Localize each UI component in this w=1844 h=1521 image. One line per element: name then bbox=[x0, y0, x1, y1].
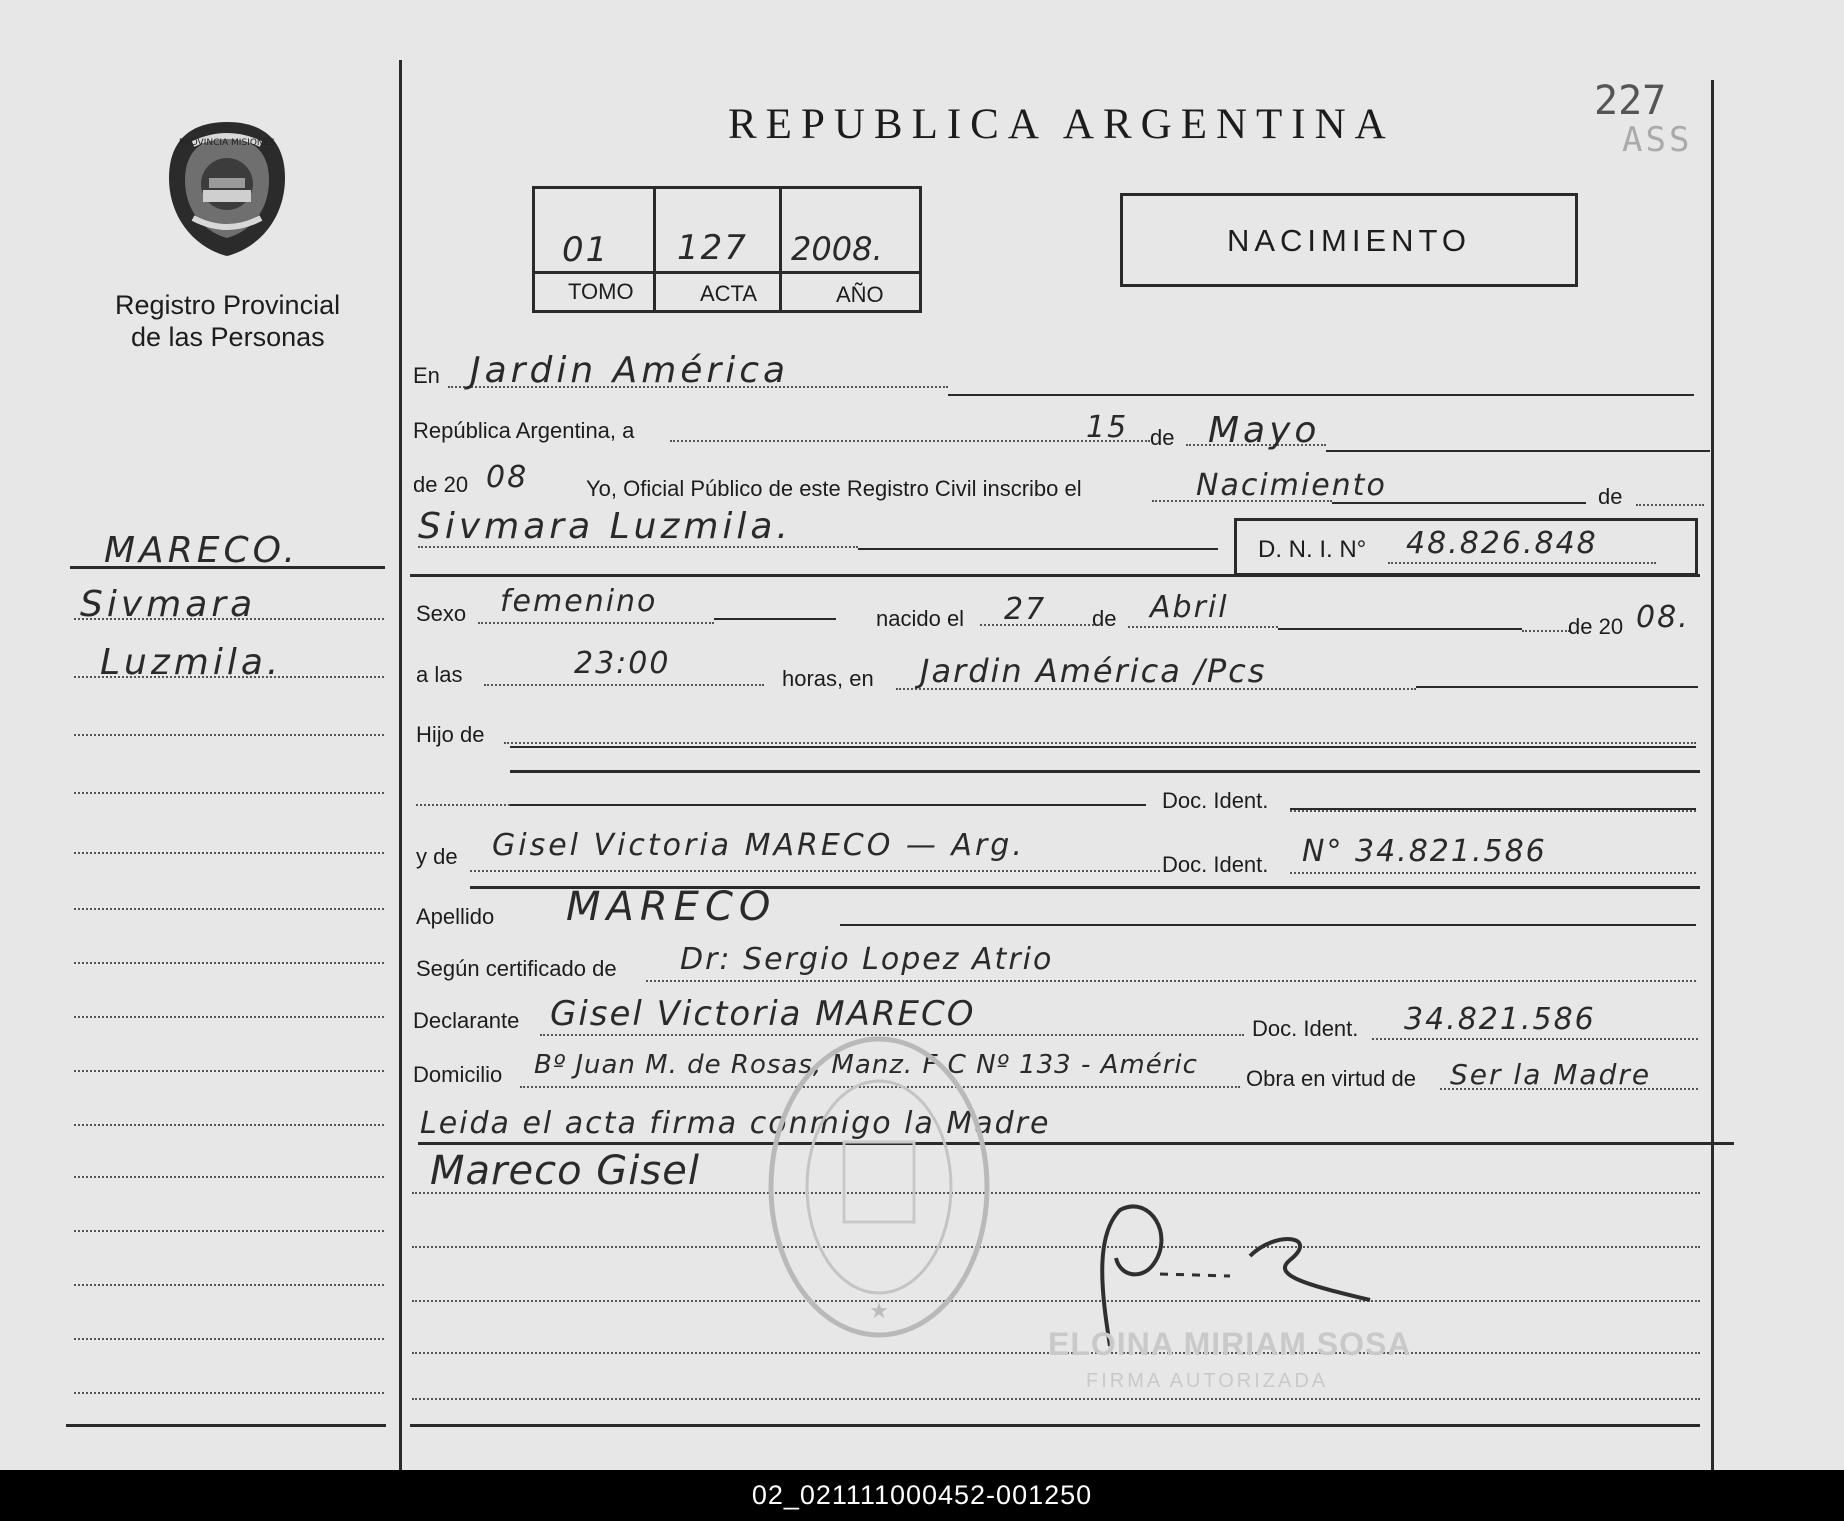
declarante-label: Declarante bbox=[413, 1008, 520, 1033]
sidebar-dots-7 bbox=[74, 962, 384, 964]
republica-label: República Argentina, a bbox=[413, 418, 635, 443]
obra-value: Ser la Madre bbox=[1450, 1058, 1652, 1091]
acta-value: 127 bbox=[677, 228, 748, 268]
rule-dots-2 bbox=[412, 1246, 1700, 1248]
birth-day: 27 bbox=[1004, 592, 1047, 627]
registry-line-1: Registro Provincial bbox=[115, 290, 341, 320]
registry-line-2: de las Personas bbox=[131, 322, 325, 352]
en-label: En bbox=[413, 363, 440, 388]
sidebar-dots-12 bbox=[74, 1230, 384, 1232]
birth-place: Jardin América /Pcs bbox=[920, 652, 1267, 690]
de2000-label: de 20 bbox=[413, 472, 469, 497]
stamp-name: ELOINA MIRIAM SOSA bbox=[1048, 1326, 1412, 1362]
date-de: de bbox=[1150, 425, 1175, 450]
sexo-label: Sexo bbox=[416, 601, 467, 626]
bottom-rule bbox=[410, 1424, 1700, 1427]
segun-dots bbox=[646, 980, 1696, 982]
father-doc-line bbox=[1290, 808, 1696, 810]
republica-dots bbox=[670, 440, 1150, 442]
father-doc-label: Doc. Ident. bbox=[1162, 788, 1269, 813]
rule-dots-1 bbox=[412, 1192, 1700, 1194]
birth-place-line bbox=[1416, 686, 1698, 688]
sidebar-name-2: Luzmila. bbox=[100, 642, 283, 683]
svg-text:★: ★ bbox=[869, 1298, 889, 1323]
child-name-dots bbox=[418, 546, 858, 548]
declarante-doc: 34.821.586 bbox=[1404, 1002, 1596, 1037]
rule-dots-5 bbox=[412, 1398, 1700, 1400]
sidebar-bottom-rule bbox=[66, 1424, 386, 1427]
sidebar-surname: MARECO. bbox=[104, 530, 299, 571]
en-line bbox=[948, 394, 1694, 396]
right-margin-line bbox=[1711, 80, 1714, 1470]
box-divider-1 bbox=[653, 186, 656, 313]
domicilio-value: Bº Juan M. de Rosas, Manz. F C Nº 133 - Améric bbox=[534, 1050, 1198, 1080]
horas-en-label: horas, en bbox=[782, 666, 874, 691]
sidebar-dots-9 bbox=[74, 1070, 384, 1072]
sidebar-dots-5 bbox=[74, 852, 384, 854]
sidebar-dots-1 bbox=[74, 618, 384, 620]
sidebar-dots-11 bbox=[74, 1176, 384, 1178]
mother-doc-dots bbox=[1290, 872, 1696, 874]
hijo-label: Hijo de bbox=[416, 722, 485, 747]
sidebar-dots-8 bbox=[74, 1016, 384, 1018]
country-title: REPUBLICA ARGENTINA bbox=[728, 101, 1395, 148]
sidebar-dots-6 bbox=[74, 908, 384, 910]
child-name: Sivmara Luzmila. bbox=[418, 506, 792, 547]
birth-year-dots bbox=[1522, 630, 1570, 632]
segun-label: Según certificado de bbox=[416, 956, 617, 981]
father-doc-dots bbox=[1290, 810, 1696, 812]
sexo-dots bbox=[478, 622, 714, 624]
mother-doc-label: Doc. Ident. bbox=[1162, 852, 1269, 877]
apellido-label: Apellido bbox=[416, 904, 495, 929]
birth-month-dots bbox=[1128, 626, 1278, 628]
alas-label: a las bbox=[416, 662, 463, 687]
hora-value: 23:00 bbox=[574, 646, 671, 681]
dni-label: D. N. I. N° bbox=[1258, 536, 1367, 563]
de-label: de bbox=[1598, 484, 1623, 509]
provincial-seal bbox=[163, 118, 291, 260]
left-margin-line bbox=[399, 60, 402, 1470]
stamp-role: FIRMA AUTORIZADA bbox=[1086, 1370, 1329, 1392]
sidebar-dots-4 bbox=[74, 792, 384, 794]
hijo-dots bbox=[504, 742, 1696, 744]
sidebar-dots-2 bbox=[74, 676, 384, 678]
de2000b-label: de 20 bbox=[1568, 614, 1624, 639]
declarante-doc-dots bbox=[1372, 1038, 1698, 1040]
declarante-doc-label: Doc. Ident. bbox=[1252, 1016, 1359, 1041]
box-divider-2 bbox=[779, 186, 782, 313]
sidebar-rule-0 bbox=[70, 566, 385, 569]
box-label-rule bbox=[532, 271, 922, 274]
birth-month: Abril bbox=[1150, 590, 1229, 625]
mother-dots bbox=[470, 870, 1160, 872]
official-stamp bbox=[762, 1032, 996, 1342]
child-section-rule bbox=[410, 574, 1700, 577]
hijo-second-line bbox=[510, 770, 1700, 773]
tomo-label: TOMO bbox=[568, 279, 634, 304]
sexo-value: femenino bbox=[500, 584, 658, 619]
note-rule bbox=[418, 1142, 1734, 1145]
page-number: 227 bbox=[1594, 78, 1667, 124]
sidebar-name-1: Sivmara bbox=[80, 584, 257, 625]
de-dots bbox=[1636, 504, 1704, 506]
apellido-line bbox=[840, 924, 1696, 926]
anio-label: AÑO bbox=[836, 282, 884, 307]
inscribo-value: Nacimiento bbox=[1196, 468, 1387, 503]
tomo-value: 01 bbox=[562, 230, 610, 270]
hora-dots bbox=[484, 684, 764, 686]
oficial-text: Yo, Oficial Público de este Registro Civil inscribo el bbox=[586, 476, 1082, 501]
child-name-line bbox=[858, 548, 1218, 550]
rule-dots-3 bbox=[412, 1300, 1700, 1302]
year-suffix: 08 bbox=[486, 460, 529, 495]
sidebar-dots-15 bbox=[74, 1392, 384, 1394]
birth-year-suffix: 08. bbox=[1636, 600, 1690, 635]
sidebar-dots-10 bbox=[74, 1124, 384, 1126]
footer-code: 02_021111000452-001250 bbox=[0, 1470, 1844, 1521]
hijo-line bbox=[510, 746, 1696, 748]
birth-de: de bbox=[1092, 606, 1117, 631]
obra-label: Obra en virtud de bbox=[1246, 1066, 1416, 1091]
anio-value: 2008. bbox=[791, 230, 883, 268]
domicilio-label: Domicilio bbox=[413, 1062, 503, 1087]
record-type: NACIMIENTO bbox=[1226, 223, 1472, 258]
note-line: Leida el acta firma conmigo la Madre bbox=[420, 1106, 1051, 1141]
father-doc-line-left bbox=[510, 804, 1146, 806]
mother-doc: N° 34.821.586 bbox=[1302, 834, 1547, 869]
sexo-line bbox=[714, 618, 836, 620]
mother-name: Gisel Victoria MARECO — Arg. bbox=[492, 828, 1025, 863]
acta-label: ACTA bbox=[700, 281, 758, 306]
date-month: Mayo bbox=[1208, 410, 1321, 451]
date-month-line bbox=[1326, 450, 1710, 452]
nacido-label: nacido el bbox=[876, 606, 965, 631]
sidebar-dots-14 bbox=[74, 1338, 384, 1340]
dni-dots bbox=[1388, 562, 1656, 564]
date-day: 15 bbox=[1086, 410, 1129, 445]
birth-month-line bbox=[1278, 628, 1522, 630]
page-initials: ASS bbox=[1622, 120, 1693, 160]
yde-label: y de bbox=[416, 844, 458, 869]
segun-value: Dr: Sergio Lopez Atrio bbox=[680, 942, 1054, 977]
en-value: Jardin América bbox=[470, 350, 790, 391]
sidebar-dots-3 bbox=[74, 734, 384, 736]
seal-text: PROVINCIA MISIONES bbox=[178, 138, 276, 148]
apellido-value: MARECO bbox=[566, 884, 777, 930]
mother-signature: Mareco Gisel bbox=[430, 1148, 700, 1194]
dni-value: 48.826.848 bbox=[1406, 526, 1598, 561]
declarante-value: Gisel Victoria MARECO bbox=[550, 994, 976, 1034]
sidebar-dots-13 bbox=[74, 1284, 384, 1286]
